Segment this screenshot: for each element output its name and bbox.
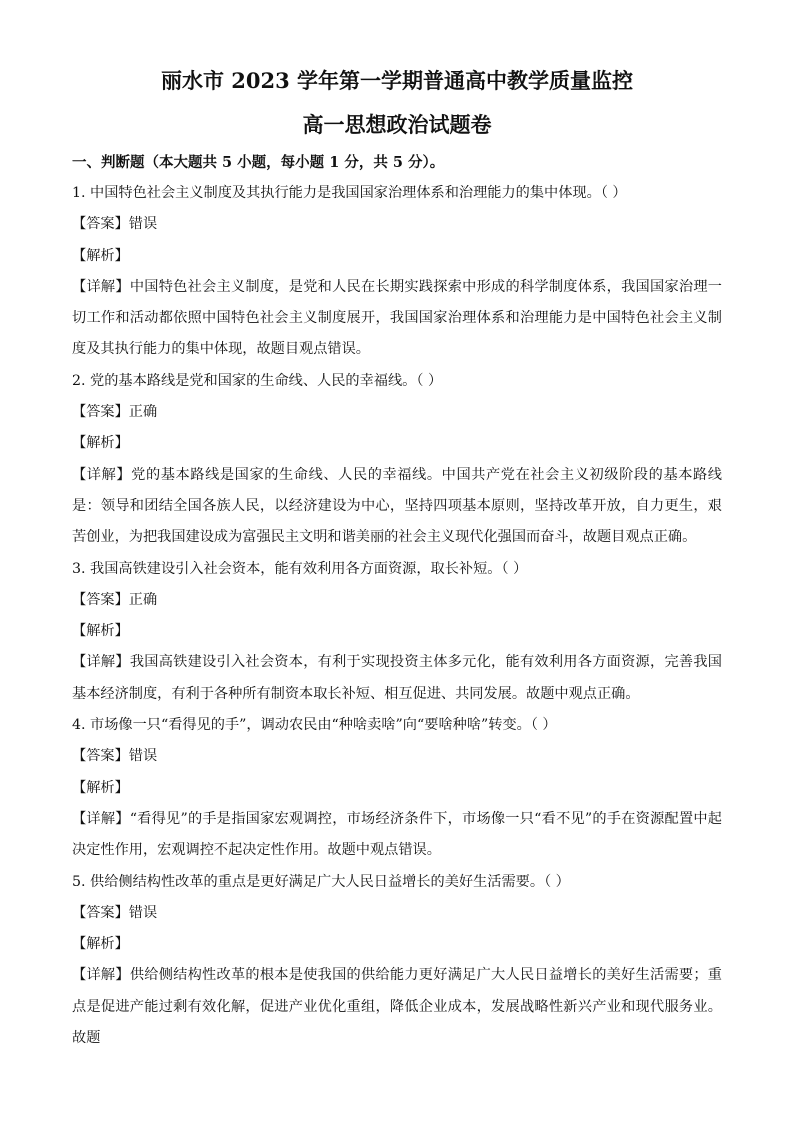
question-5: [72, 867, 722, 1055]
analysis-label: 【解析】: [72, 247, 129, 264]
answer-value: 错误: [128, 904, 158, 921]
answer-label: 【答案】: [72, 216, 129, 233]
answer-line: [72, 741, 722, 772]
detail-paragraph: [72, 647, 722, 710]
detail-text: 我国高铁建设引入社会资本，有利于实现投资主体多元化，能有效利用各方面资源，完善我国基本经济制度，有利于各种所有制资本取长补短、相互促进、共同发展。故题中观点正确。: [72, 654, 722, 702]
analysis-label: 【解析】: [72, 779, 129, 796]
detail-paragraph: [72, 460, 722, 554]
answer-label: 【答案】: [72, 404, 129, 421]
answer-line: [72, 585, 722, 616]
question-stem: 1. 中国特色社会主义制度及其执行能力是我国国家治理体系和治理能力的集中体现。（ ）: [72, 185, 627, 201]
question-stem: 3. 我国高铁建设引入社会资本，能有效利用各方面资源，取长补短。（ ）: [72, 560, 528, 577]
detail-text: “看得见”的手是指国家宏观调控，市场经济条件下，市场像一只“看不见”的手在资源配置中起决定性作用，宏观调控不起决定性作用。故题中观点错误。: [72, 810, 722, 859]
answer-label: 【答案】: [72, 748, 129, 765]
answer-value: 错误: [128, 216, 158, 233]
detail-paragraph: [72, 804, 722, 867]
detail-label: 【详解】: [72, 278, 130, 295]
question-2: [72, 366, 722, 554]
document-page: [72, 66, 722, 1054]
answer-label: 【答案】: [72, 904, 129, 921]
answer-value: 正确: [128, 404, 158, 421]
detail-label: 【详解】: [72, 967, 130, 984]
answer-line: [72, 397, 722, 428]
detail-text: 供给侧结构性改革的根本是使我国的供给能力更好满足广大人民日益增长的美好生活需要；重点是促进产能过剩有效化解，促进产业优化重组，降低企业成本，发展战略性新兴产业和现代服务业。故题: [72, 967, 722, 1047]
detail-label: 【详解】: [72, 466, 132, 483]
answer-label: 【答案】: [72, 591, 129, 608]
detail-text: 党的基本路线是国家的生命线、人民的幸福线。中国共产党在社会主义初级阶段的基本路线是：领导和团结全国各族人民，以经济建设为中心，坚持四项基本原则，坚持改革开放，自力更生，艰苦创业，为把我国建设成为富强民主文明和谐美丽的社会主义现代化强国而奋斗，故题目观点正确。: [72, 466, 722, 546]
detail-paragraph: [72, 960, 722, 1054]
answer-line: [72, 209, 722, 240]
detail-paragraph: [72, 272, 722, 366]
question-3: [72, 554, 722, 710]
answer-value: 错误: [128, 748, 158, 765]
analysis-label: 【解析】: [72, 936, 129, 953]
detail-text: 中国特色社会主义制度，是党和人民在长期实践探索中形成的科学制度体系，我国国家治理一切工作和活动都依照中国特色社会主义制度展开，我国国家治理体系和治理能力是中国特色社会主义制度及其执行能力的集中体现，故题目观点错误。: [72, 278, 722, 358]
question-stem: 2. 党的基本路线是党和国家的生命线、人民的幸福线。（ ）: [72, 372, 443, 389]
exam-title: 丽水市 2023 学年第一学期普通高中教学质量监控: [160, 68, 634, 93]
analysis-label: 【解析】: [72, 435, 129, 452]
section-heading: 一、判断题（本大题共 5 小题，每小题 1 分，共 5 分）。: [72, 154, 445, 171]
answer-value: 正确: [128, 591, 158, 608]
exam-subtitle: 高一思想政治试题卷: [302, 112, 492, 137]
question-1: [72, 178, 722, 366]
detail-label: 【详解】: [72, 654, 130, 671]
analysis-label: 【解析】: [72, 623, 129, 640]
answer-line: [72, 898, 722, 929]
detail-label: 【详解】: [72, 810, 130, 827]
question-4: [72, 710, 722, 866]
question-stem: 5. 供给侧结构性改革的重点是更好满足广大人民日益增长的美好生活需要。（ ）: [72, 873, 570, 890]
question-stem: 4. 市场像一只“看得见的手”，调动农民由“种啥卖啥”向“要啥种啥”转变。（ ）: [72, 717, 557, 734]
